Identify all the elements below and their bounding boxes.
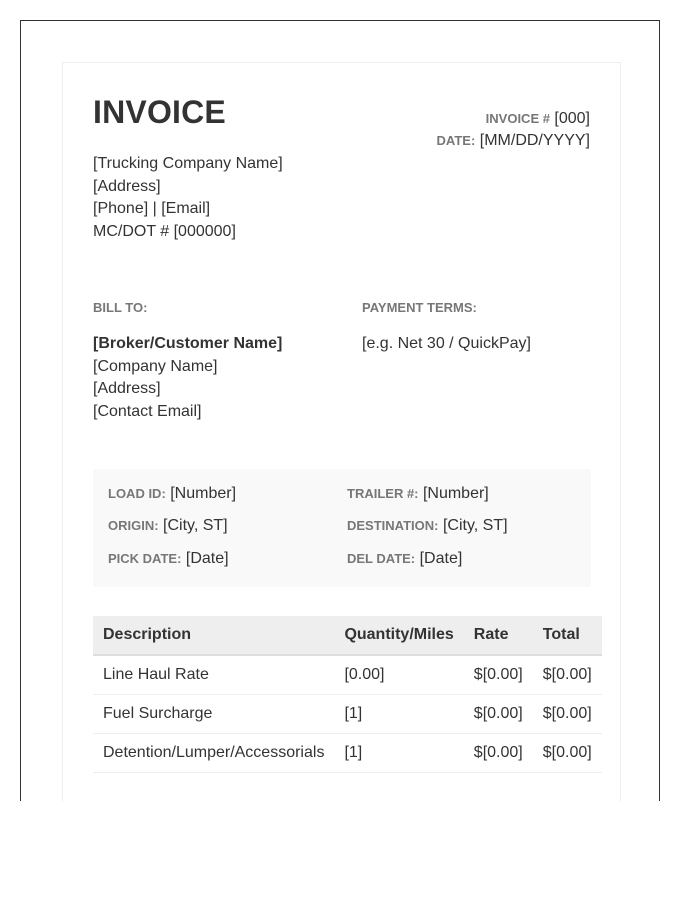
- header-description: Description: [93, 616, 334, 655]
- invoice-date-line: [437, 130, 590, 152]
- cell-quantity: [1]: [334, 734, 463, 773]
- company-contact: [Phone] | [Email]: [93, 200, 211, 217]
- invoice-number-label: INVOICE #: [485, 111, 550, 126]
- invoice-page: [62, 62, 621, 801]
- cell-total: $[0.00]: [533, 695, 602, 734]
- origin-field: [108, 517, 228, 535]
- destination-value: [City, ST]: [442, 517, 508, 534]
- load-id-value: [Number]: [170, 485, 237, 502]
- cell-rate: $[0.00]: [464, 734, 533, 773]
- customer-email: [Contact Email]: [93, 402, 202, 420]
- load-id-label: LOAD ID:: [108, 486, 166, 501]
- table-header-row: [93, 616, 602, 655]
- cell-total: $[0.00]: [533, 734, 602, 773]
- del-date-field: [347, 550, 462, 568]
- customer-address: [Address]: [93, 380, 161, 397]
- customer-name: [Broker/Customer Name]: [93, 335, 283, 352]
- line-items-table: [93, 616, 602, 773]
- header-rate: Rate: [464, 616, 533, 655]
- cell-rate: $[0.00]: [464, 695, 533, 734]
- table-row: [93, 734, 602, 773]
- payment-terms-value: [e.g. Net 30 / QuickPay]: [362, 335, 531, 352]
- company-info: [93, 153, 283, 243]
- bill-to-label: BILL TO:: [93, 300, 148, 315]
- destination-label: DESTINATION:: [347, 518, 439, 533]
- pick-date-label: PICK DATE:: [108, 551, 182, 566]
- invoice-meta: [437, 108, 590, 152]
- invoice-date-label: DATE:: [436, 133, 476, 148]
- invoice-title: INVOICE: [93, 94, 226, 130]
- document-frame: [20, 20, 660, 801]
- destination-field: [347, 517, 508, 535]
- cell-quantity: [0.00]: [334, 655, 463, 695]
- cell-description: Line Haul Rate: [93, 655, 334, 695]
- table-row: [93, 695, 602, 734]
- invoice-date-value: [MM/DD/YYYY]: [479, 132, 590, 149]
- trailer-field: [347, 485, 489, 503]
- origin-label: ORIGIN:: [108, 518, 159, 533]
- del-date-label: DEL DATE:: [347, 551, 416, 566]
- company-mc-dot: MC/DOT # [000000]: [93, 222, 236, 240]
- bill-to-info: [93, 333, 282, 423]
- trailer-value: [Number]: [422, 485, 489, 502]
- invoice-number-line: [437, 108, 590, 130]
- cell-rate: $[0.00]: [464, 655, 533, 695]
- load-details-box: [93, 469, 591, 587]
- header-total: Total: [533, 616, 602, 655]
- payment-terms-label: PAYMENT TERMS:: [362, 300, 477, 315]
- company-name: [Trucking Company Name]: [93, 155, 283, 172]
- invoice-number-value: [000]: [554, 110, 590, 127]
- del-date-value: [Date]: [419, 550, 463, 567]
- load-id-field: [108, 485, 236, 503]
- cell-total: $[0.00]: [533, 655, 602, 695]
- cell-description: Detention/Lumper/Accessorials: [93, 734, 334, 773]
- pick-date-value: [Date]: [185, 550, 229, 567]
- trailer-label: TRAILER #:: [347, 486, 419, 501]
- cell-quantity: [1]: [334, 695, 463, 734]
- table-row: [93, 655, 602, 695]
- origin-value: [City, ST]: [163, 517, 228, 534]
- header-quantity: Quantity/Miles: [334, 616, 463, 655]
- customer-company: [Company Name]: [93, 357, 218, 375]
- company-address: [Address]: [93, 177, 161, 195]
- pick-date-field: [108, 550, 229, 568]
- cell-description: Fuel Surcharge: [93, 695, 334, 734]
